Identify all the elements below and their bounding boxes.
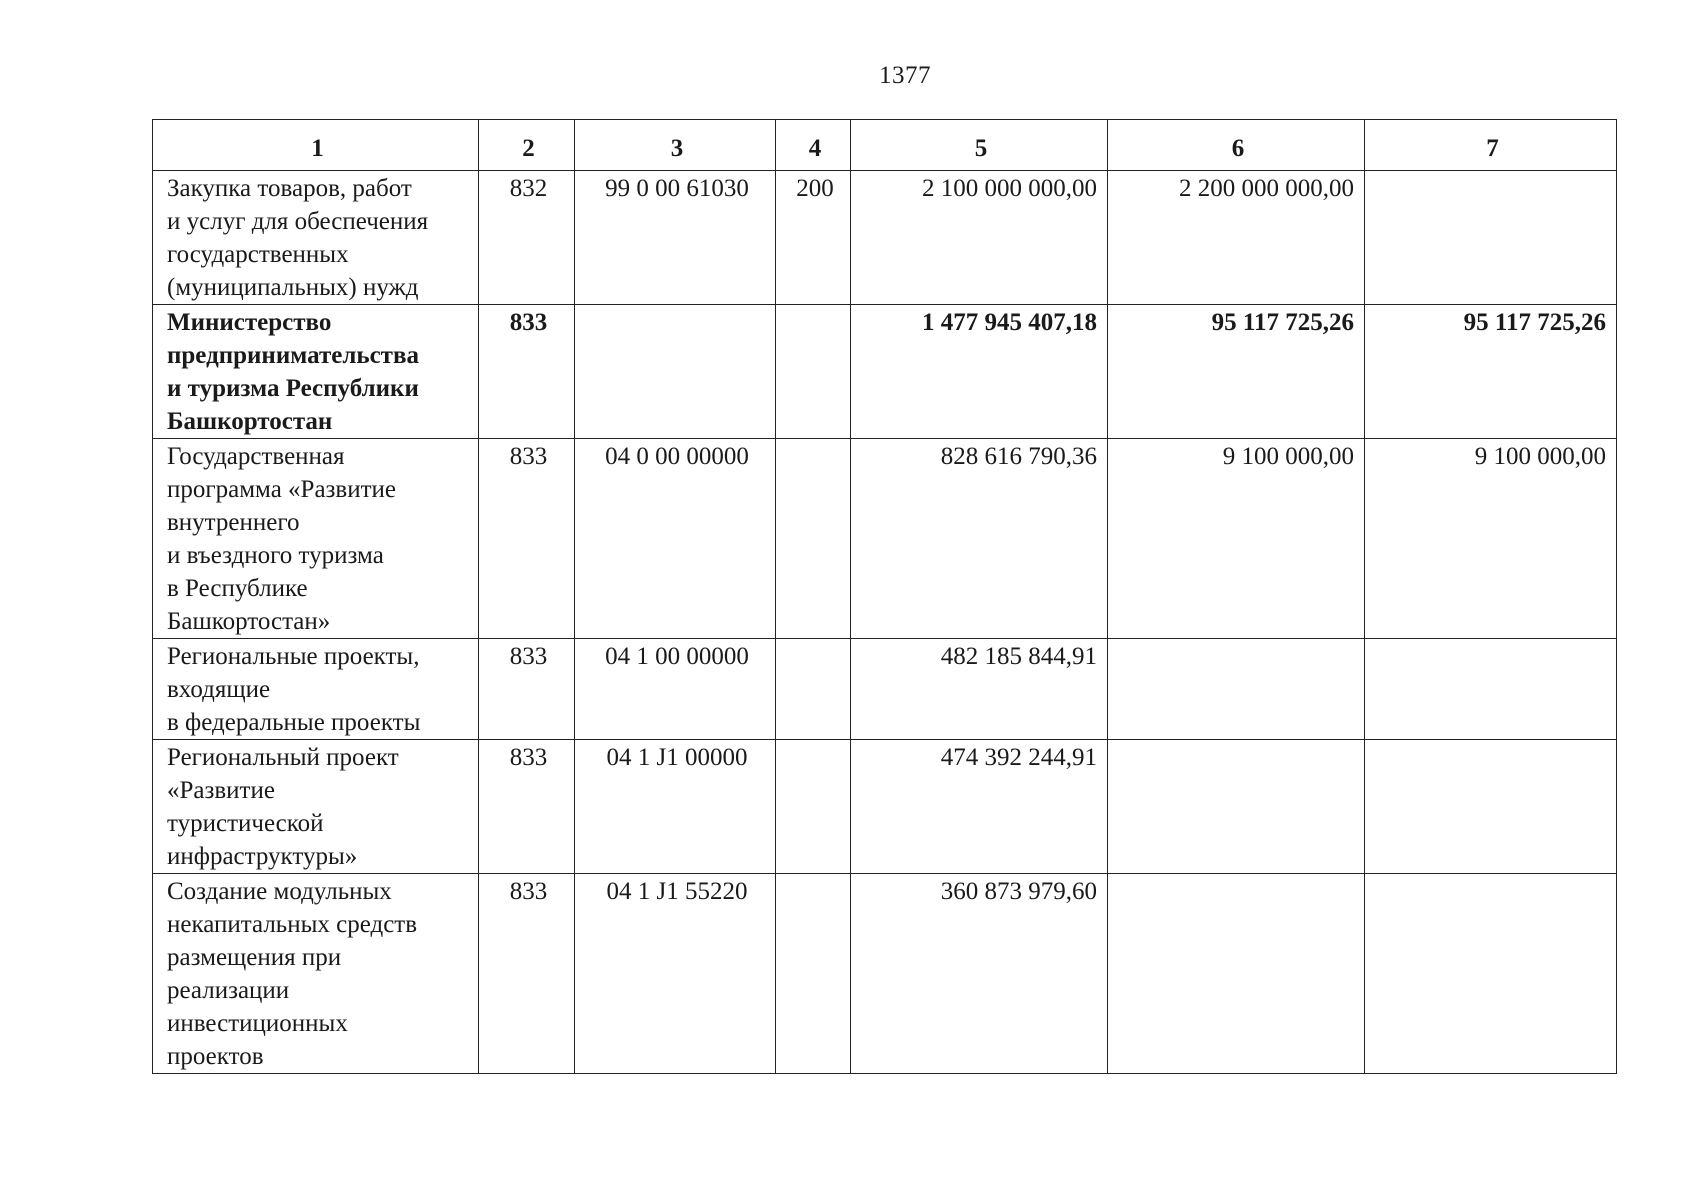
expense-type-cell — [776, 874, 851, 1074]
table-row — [153, 439, 1617, 639]
header-row — [153, 120, 1617, 171]
amount-col7-cell — [1365, 740, 1617, 874]
amount-col7-cell: 95 117 725,26 — [1365, 305, 1617, 439]
amount-col5-cell: 828 616 790,36 — [851, 439, 1108, 639]
column-header: 1 — [153, 120, 479, 171]
row-name-cell: Региональный проект «Развитие туристической инфраструктуры» — [153, 740, 479, 874]
department-code-cell: 833 — [479, 639, 575, 740]
page-number: 1377 — [879, 62, 931, 89]
amount-col7-cell — [1365, 171, 1617, 305]
department-code-cell: 833 — [479, 305, 575, 439]
row-name-cell: Государственная программа «Развитие внутреннего и въездного туризма в Республике Башкортостан» — [153, 439, 479, 639]
amount-col5-cell: 2 100 000 000,00 — [851, 171, 1108, 305]
column-header: 6 — [1108, 120, 1365, 171]
expense-type-cell — [776, 639, 851, 740]
amount-col6-cell — [1108, 740, 1365, 874]
amount-col7-cell — [1365, 639, 1617, 740]
budget-table — [152, 119, 1617, 1074]
target-article-cell: 04 1 00 00000 — [575, 639, 776, 740]
amount-col5-cell: 482 185 844,91 — [851, 639, 1108, 740]
row-name-cell: Министерство предпринимательства и туризма Республики Башкортостан — [153, 305, 479, 439]
amount-col6-cell: 2 200 000 000,00 — [1108, 171, 1365, 305]
target-article-cell: 99 0 00 61030 — [575, 171, 776, 305]
row-name-cell: Создание модульных некапитальных средств размещения при реализации инвестиционных проектов — [153, 874, 479, 1074]
amount-col5-cell: 1 477 945 407,18 — [851, 305, 1108, 439]
row-name-cell: Региональные проекты, входящие в федеральные проекты — [153, 639, 479, 740]
department-code-cell: 833 — [479, 740, 575, 874]
column-header: 5 — [851, 120, 1108, 171]
amount-col5-cell: 474 392 244,91 — [851, 740, 1108, 874]
target-article-cell: 04 1 J1 55220 — [575, 874, 776, 1074]
table-row — [153, 639, 1617, 740]
target-article-cell — [575, 305, 776, 439]
expense-type-cell — [776, 740, 851, 874]
department-code-cell: 833 — [479, 874, 575, 1074]
amount-col6-cell — [1108, 874, 1365, 1074]
department-code-cell: 833 — [479, 439, 575, 639]
table-row — [153, 874, 1617, 1074]
target-article-cell: 04 0 00 00000 — [575, 439, 776, 639]
table-row — [153, 171, 1617, 305]
expense-type-cell: 200 — [776, 171, 851, 305]
amount-col6-cell — [1108, 639, 1365, 740]
amount-col5-cell: 360 873 979,60 — [851, 874, 1108, 1074]
amount-col7-cell: 9 100 000,00 — [1365, 439, 1617, 639]
amount-col6-cell: 95 117 725,26 — [1108, 305, 1365, 439]
column-header: 4 — [776, 120, 851, 171]
amount-col7-cell — [1365, 874, 1617, 1074]
table-row — [153, 305, 1617, 439]
department-code-cell: 832 — [479, 171, 575, 305]
row-name-cell: Закупка товаров, работ и услуг для обеспечения государственных (муниципальных) нужд — [153, 171, 479, 305]
target-article-cell: 04 1 J1 00000 — [575, 740, 776, 874]
amount-col6-cell: 9 100 000,00 — [1108, 439, 1365, 639]
column-header: 7 — [1365, 120, 1617, 171]
column-header: 2 — [479, 120, 575, 171]
table-row — [153, 740, 1617, 874]
expense-type-cell — [776, 439, 851, 639]
expense-type-cell — [776, 305, 851, 439]
column-header: 3 — [575, 120, 776, 171]
